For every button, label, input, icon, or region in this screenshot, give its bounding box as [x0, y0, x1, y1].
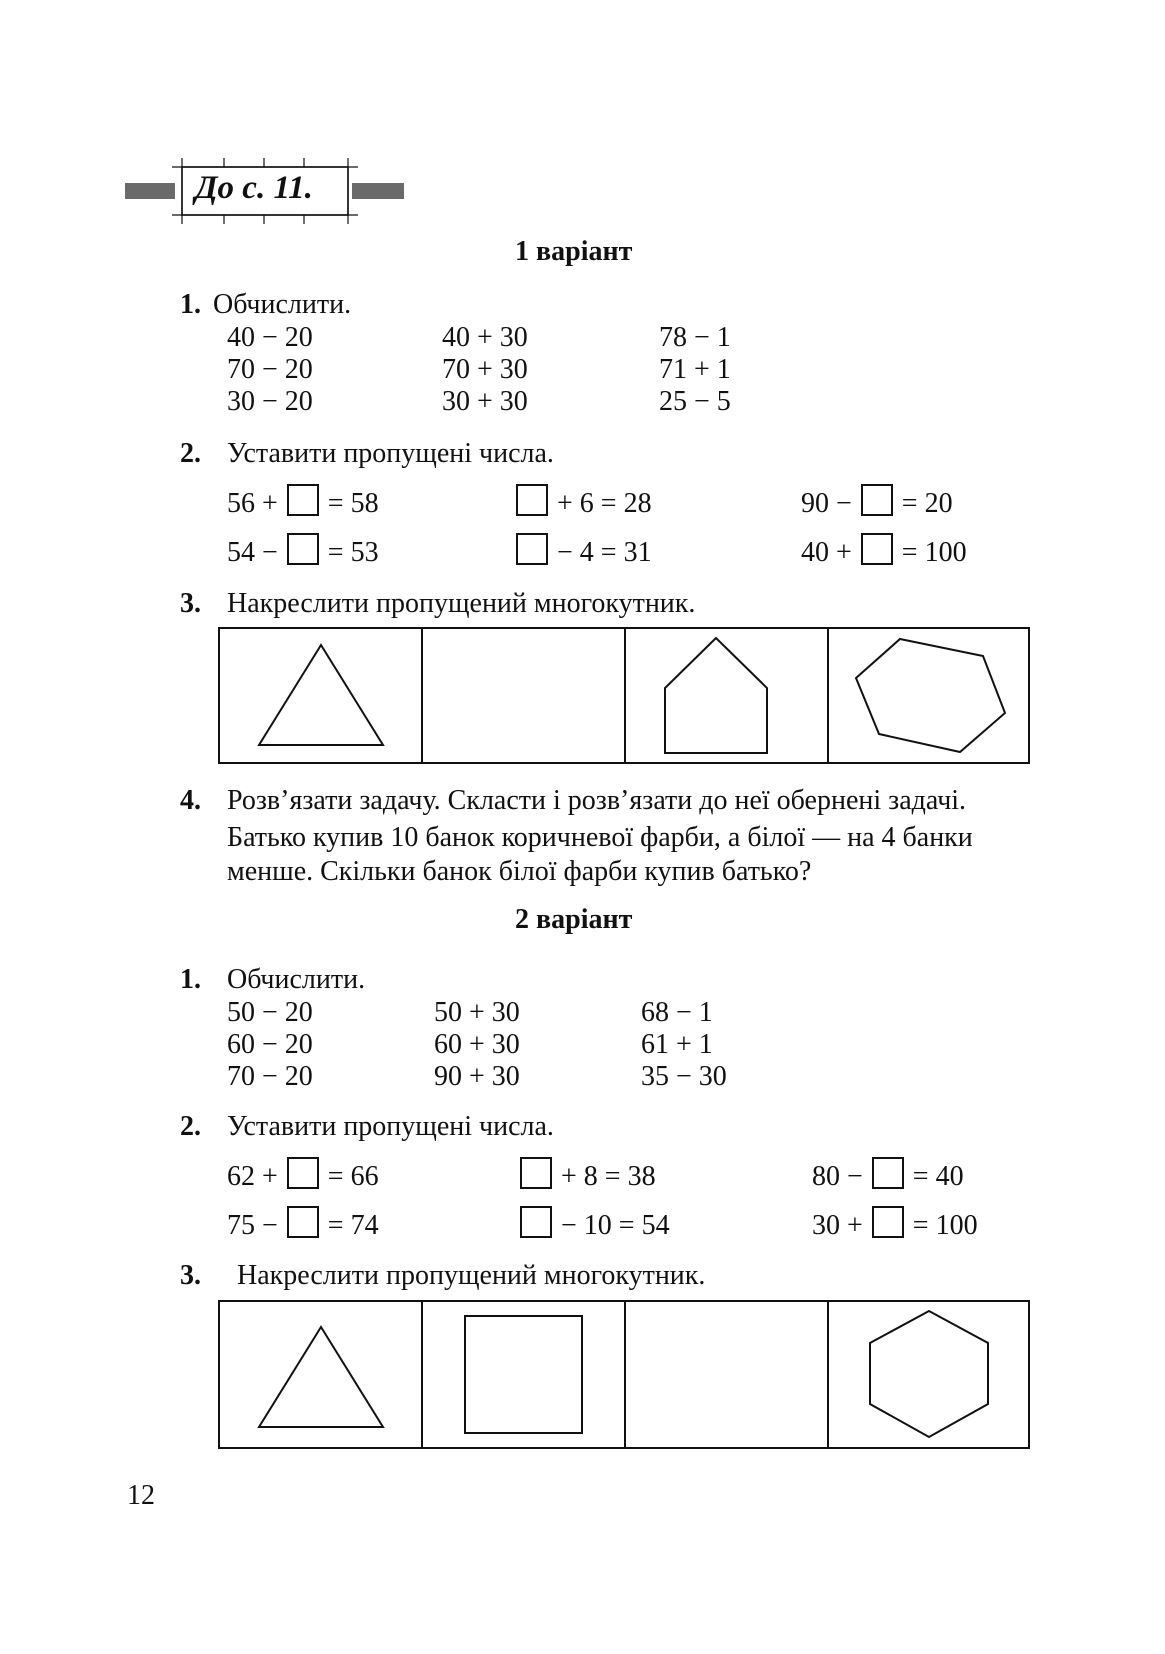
expression: 50 + 30	[434, 997, 520, 1028]
expression: 25 − 5	[659, 386, 731, 417]
variant-1-title: 1 варіант	[515, 236, 633, 267]
empty-cell-drawing-area	[627, 1303, 826, 1446]
v2-equation: − 10 = 54	[518, 1206, 670, 1242]
triangle-shape	[259, 645, 383, 745]
answer-box[interactable]	[872, 1206, 904, 1238]
header-bar-left	[125, 183, 175, 199]
answer-box[interactable]	[520, 1157, 552, 1189]
answer-box[interactable]	[861, 484, 893, 516]
answer-box[interactable]	[520, 1206, 552, 1238]
v1-task3-text: Накреслити пропущений многокутник.	[227, 588, 696, 619]
v1-task1-col3	[659, 322, 731, 418]
answer-box[interactable]	[516, 484, 548, 516]
hexagon-shape	[856, 639, 1005, 752]
v2-equation: + 8 = 38	[518, 1157, 656, 1193]
expression: 68 − 1	[641, 997, 713, 1028]
v1-task1-number: 1.	[180, 289, 201, 320]
expression: 30 − 20	[227, 386, 313, 417]
v1-equation: 54 − = 53	[227, 533, 379, 569]
v1-task4-line3: менше. Скільки банок білої фарби купив батько?	[227, 856, 812, 887]
answer-box[interactable]	[287, 533, 319, 565]
answer-box[interactable]	[287, 1206, 319, 1238]
v1-task2-number: 2.	[180, 438, 201, 469]
expression: 70 − 20	[227, 1061, 313, 1092]
expression: 70 − 20	[227, 354, 313, 385]
header-bar-right	[352, 183, 404, 199]
expression: 35 − 30	[641, 1061, 727, 1092]
v1-task3-number: 3.	[180, 588, 201, 619]
v2-polygon-table	[218, 1300, 1030, 1450]
expression: 50 − 20	[227, 997, 313, 1028]
expression: 70 + 30	[442, 354, 528, 385]
square-shape	[465, 1316, 582, 1433]
v1-task1-text: Обчислити.	[213, 289, 352, 320]
v2-task3-text: Накреслити пропущений многокутник.	[237, 1260, 706, 1291]
header-label: До с. 11.	[195, 170, 313, 206]
expression: 61 + 1	[641, 1029, 713, 1060]
v1-task1-col1	[227, 322, 313, 418]
v2-task2-text: Уставити пропущені числа.	[227, 1111, 554, 1142]
v1-task2-text: Уставити пропущені числа.	[227, 438, 554, 469]
v2-task2-number: 2.	[180, 1111, 201, 1142]
v1-polygon-table	[218, 627, 1030, 764]
expression: 40 + 30	[442, 322, 528, 353]
expression: 71 + 1	[659, 354, 731, 385]
expression: 30 + 30	[442, 386, 528, 417]
answer-box[interactable]	[287, 1157, 319, 1189]
v1-task1-col2	[442, 322, 528, 418]
triangle-shape	[259, 1327, 383, 1427]
answer-box[interactable]	[872, 1157, 904, 1189]
answer-box[interactable]	[861, 533, 893, 565]
v2-equation: 62 + = 66	[227, 1157, 379, 1193]
v2-task1-text: Обчислити.	[227, 964, 366, 995]
expression: 60 + 30	[434, 1029, 520, 1060]
answer-box[interactable]	[516, 533, 548, 565]
hexagon-shape	[870, 1311, 988, 1437]
expression: 78 − 1	[659, 322, 731, 353]
v1-equation: 56 + = 58	[227, 484, 379, 520]
v1-equation: − 4 = 31	[514, 533, 652, 569]
v2-equation: 75 − = 74	[227, 1206, 379, 1242]
v1-equation: 90 − = 20	[801, 484, 953, 520]
expression: 60 − 20	[227, 1029, 313, 1060]
v2-equation: 80 − = 40	[812, 1157, 964, 1193]
variant-2-title: 2 варіант	[515, 904, 633, 935]
answer-box[interactable]	[287, 484, 319, 516]
pentagon-shape	[665, 638, 767, 753]
v1-equation: + 6 = 28	[514, 484, 652, 520]
v2-task1-col1	[227, 997, 313, 1093]
v2-task1-col2	[434, 997, 520, 1093]
expression: 90 + 30	[434, 1061, 520, 1092]
v2-equation: 30 + = 100	[812, 1206, 978, 1242]
v1-task4-line1: Розв’язати задачу. Скласти і розв’язати до неї обернені задачі.	[227, 785, 967, 816]
empty-cell-drawing-area	[424, 630, 623, 761]
v2-task1-col3	[641, 997, 727, 1093]
v1-task4-line2: Батько купив 10 банок коричневої фарби, а білої — на 4 банки	[227, 822, 973, 853]
v1-task4-number: 4.	[180, 785, 201, 816]
expression: 40 − 20	[227, 322, 313, 353]
page-number: 12	[127, 1480, 155, 1511]
v1-equation: 40 + = 100	[801, 533, 967, 569]
v2-task3-number: 3.	[180, 1260, 201, 1291]
v2-task1-number: 1.	[180, 964, 201, 995]
